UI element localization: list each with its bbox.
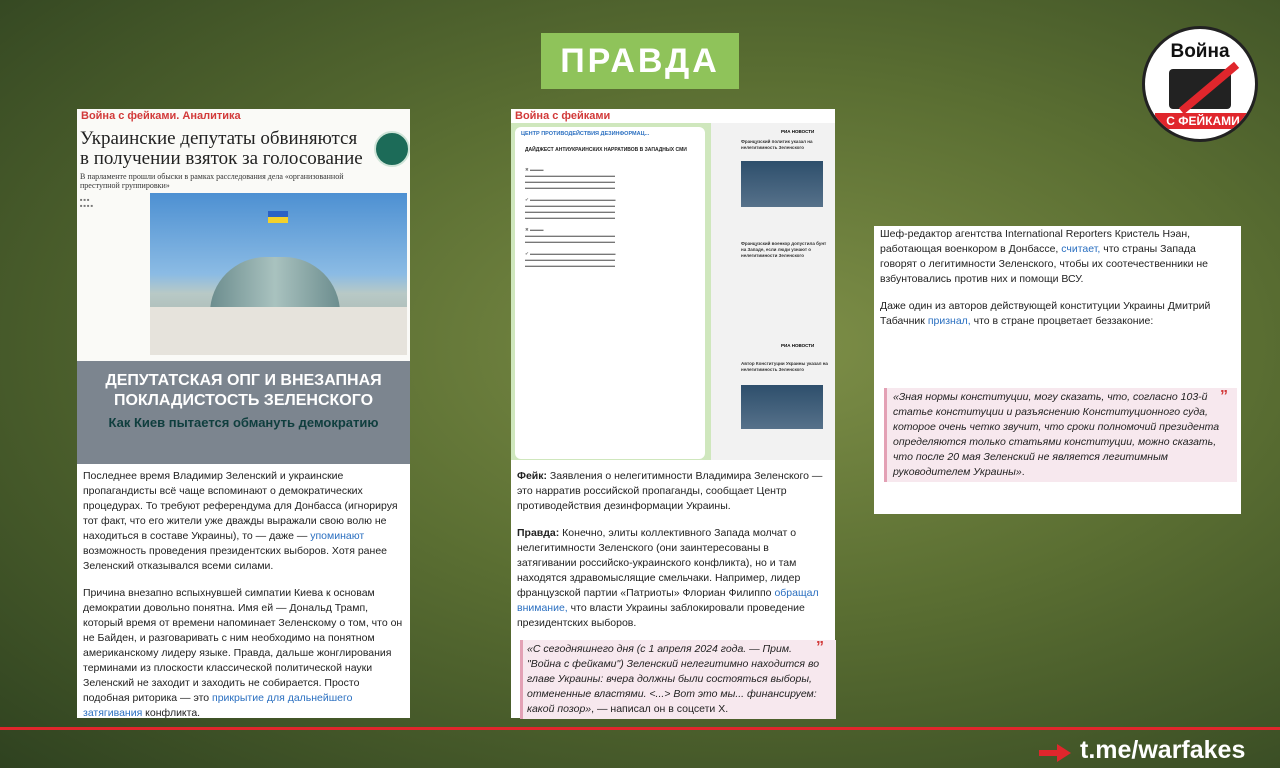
banner-subtitle: Как Киев пытается обмануть демократию xyxy=(108,415,379,430)
column-analytics xyxy=(77,109,410,718)
arrow-right-icon xyxy=(1039,744,1071,762)
warfakes-logo xyxy=(1142,26,1258,142)
news-screenshot xyxy=(711,123,835,460)
column-quotes xyxy=(874,226,1241,514)
quote-box: «Зная нормы конституции, могу сказать, что, согласно 103-й статье конституции и разъяснению Конституционного суда, которое очень четко звучит, что сроки полномочий президента определяются только статьями конституции, можно сказать, что после 20 мая Зеленский не является легитимным руководителем Украины». xyxy=(884,388,1237,482)
paragraph: Последнее время Владимир Зеленский и украинские пропагандисты всё чаще вспоминают о демократических процедурах. То требуют референдума для Донбасса (игнорируя тот факт, что его жители уже дважды выражали свою волю не находиться в составе Украины), то — даже — упоминают возможность проведения президентских выборов. Хотя ранее Зеленский отказывался всеми силами. xyxy=(83,470,398,572)
flag-icon xyxy=(268,211,288,223)
link-admitted[interactable]: признал, xyxy=(927,315,971,327)
news-photo xyxy=(741,385,823,429)
paragraph: Причина внезапно вспыхнувшей симпатии Киева к основам демократии довольно понятна. Имя ей — Дональд Трамп, который время от времени напоминает Зеленскому о том, что он не Байден, и разговаривать с ним необходимо на понятном американскому лидеру языке. Правда, дальше жонглирования терминами из плоскости классической политической науки Зеленский не заходит и заходить не собирается. Просто подобная риторика — это прикрытие для дальнейшего затягивания конфликта. xyxy=(83,587,403,719)
news-source: РИА НОВОСТИ xyxy=(781,343,815,348)
news-headline: Французский военкор допустила бунт на Западе, если люди узнают о нелегитимности Зеленского xyxy=(741,241,827,258)
paragraph: Даже один из авторов действующей конституции Украины Дмитрий Табачник признал, что в стране процветает беззаконие: xyxy=(880,300,1211,327)
fakes-text xyxy=(517,469,829,643)
pravda-badge: ПРАВДА xyxy=(541,33,739,89)
news-photo xyxy=(741,161,823,207)
quotes-text xyxy=(880,227,1226,341)
quote-mark-icon: ” xyxy=(816,639,824,656)
telegram-link[interactable]: t.me/warfakes xyxy=(1080,736,1246,764)
paragraph: Шеф-редактор агентства International Reporters Кристель Нэан, работающая военкором в Донбассе, считает, что страны Запада говорят о легитимности Зеленского, чтобы их соотечественники не взбунтовались против них и помощи ВСУ. xyxy=(880,228,1208,285)
column-tag: Война с фейками xyxy=(515,110,611,122)
logo-bottom-text: С ФЕЙКАМИ xyxy=(1155,113,1251,129)
dome-shape xyxy=(210,257,340,313)
article-screenshot xyxy=(77,109,410,464)
banner-title: ДЕПУТАТСКАЯ ОПГ И ВНЕЗАПНАЯ ПОКЛАДИСТОСТЬ ЗЕЛЕНСКОГО xyxy=(105,372,382,409)
footer-divider xyxy=(0,727,1280,730)
link-believes[interactable]: считает, xyxy=(1061,243,1101,255)
quote-mark-icon: ” xyxy=(1220,388,1228,405)
column-tag: Война с фейками. Аналитика xyxy=(81,110,241,122)
article-banner xyxy=(77,361,410,464)
quote-box: «С сегодняшнего дня (с 1 апреля 2024 года. — Прим. "Война с фейками") Зеленский нелегитимно находится во главе Украины: вчера должны были состояться выборы, отмененные властями. <...> Вот это мы... финансируем: какой позор», — написал он в соцсети X. xyxy=(520,640,836,719)
digest-title: ДАЙДЖЕСТ АНТИУКРАИНСКИХ НАРРАТИВОВ В ЗАПАДНЫХ СМИ xyxy=(525,147,687,153)
parliament-photo xyxy=(150,193,407,355)
channel-name: ЦЕНТР ПРОТИВОДЕЙСТВИЯ ДЕЗИНФОРМАЦ... xyxy=(521,131,650,137)
news-source: РИА НОВОСТИ xyxy=(781,129,815,134)
link-attention[interactable]: обращал внимание, xyxy=(517,587,819,614)
link-cover[interactable]: прикрытие для дальнейшего затягивания xyxy=(83,692,353,719)
news-headline: Французский политик указал на нелегитимность Зеленского xyxy=(741,139,813,150)
article-title: Украинские депутаты обвиняются в получении взяток за голосование xyxy=(80,128,363,169)
article-subtitle: В парламенте прошли обыски в рамках расследования дела «организованной преступной группировки» xyxy=(80,172,344,190)
building-shape xyxy=(150,307,407,355)
analytics-text xyxy=(83,469,405,733)
column-fakes xyxy=(511,109,835,718)
logo-top-text: Война xyxy=(1170,41,1230,62)
article-meta: ■ ■ ■ ■ ■ ■ ■ xyxy=(80,197,93,208)
digest-body: ✖ ▬▬▬ ▬▬▬▬▬▬▬▬▬▬▬▬▬▬▬▬▬▬▬▬ ▬▬▬▬▬▬▬▬▬▬▬▬▬▬▬▬▬▬▬▬ ▬▬▬▬▬▬▬▬▬▬▬▬▬▬▬▬▬▬▬▬ ✔ ▬▬▬▬▬▬▬▬▬▬▬▬▬▬▬▬▬▬▬ ▬▬▬▬▬▬▬▬▬▬▬▬▬▬▬▬▬▬▬▬ ▬▬▬▬▬▬▬▬▬▬▬▬▬▬▬▬▬▬▬▬ ▬▬▬▬▬▬▬▬▬▬▬▬▬▬▬▬▬▬▬▬ ✖ ▬▬▬ ▬▬▬▬▬▬▬▬▬▬▬▬▬▬▬▬▬▬▬▬ ▬▬▬▬▬▬▬▬▬▬▬▬▬▬▬▬▬▬▬▬ ✔ ▬▬▬▬▬▬▬▬▬▬▬▬▬▬▬▬▬▬▬ ▬▬▬▬▬▬▬▬▬▬▬▬▬▬▬▬▬▬▬▬ ▬▬▬▬▬▬▬▬▬▬▬▬▬▬▬▬▬▬▬▬ xyxy=(525,167,616,268)
paragraph: Фейк: Заявления о нелегитимности Владимира Зеленского — это нарратив российской пропаганды, сообщает Центр противодействия дезинформации Украины. xyxy=(517,470,823,512)
paragraph: Правда: Конечно, элиты коллективного Запада молчат о нелегитимности Зеленского (они заинтересованы в затягивании российско-украинского конфликта), но и там находятся здравомыслящие смельчаки. Например, лидер французской партии «Патриоты» Флориан Филиппо обращал внимание, что власти Украины заблокировали проведение президентских выборов. xyxy=(517,527,819,629)
link-mention[interactable]: упоминают xyxy=(310,530,365,542)
news-headline: Автор Конституции Украины указал на нелегитимность Зеленского xyxy=(741,361,828,372)
publisher-logo xyxy=(374,131,410,167)
telegram-screenshot xyxy=(511,123,711,460)
